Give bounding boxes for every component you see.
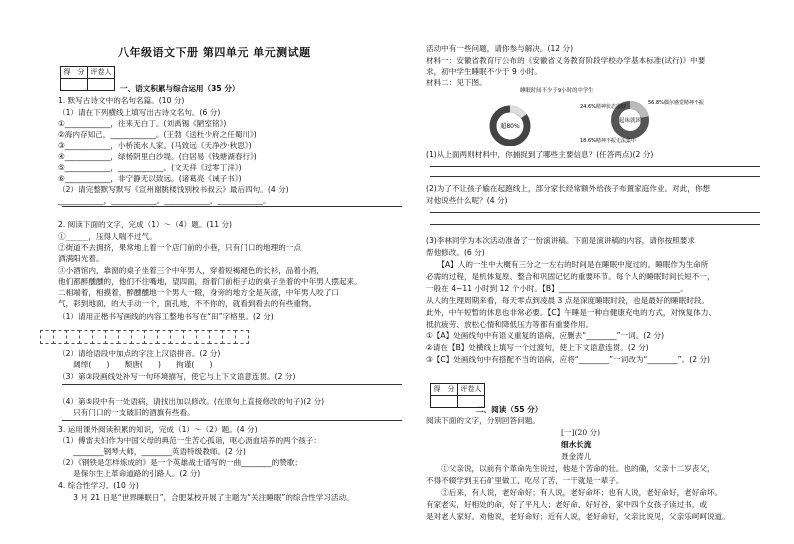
right-line: 细水长流 [561, 440, 592, 449]
right-line: 此外，中午短暂的休息也非常必要。【C】午睡是一种自健康充电的方式，对恢复体力、 [426, 308, 717, 317]
left-line: 气，彩到地面，的大手动一个，面孔地，不不你的，就看到看去的有些重物。 [58, 299, 317, 308]
right-line: 一般在 4~11 小时到 12 个小时。【B】________________________________。 [426, 284, 688, 293]
left-line: 2. 阅读下面的文字，完成（1）～（4）题。(11 分) [58, 220, 233, 229]
left-title: 睡眠时间不少于9小时的中学生 [520, 88, 594, 94]
grader-label: 评卷人 [88, 67, 115, 79]
right-line: 材料一：安徽省教育厅公布的《安徽省义务教育阶段学校办学基本标准(试行)》中要 [426, 56, 706, 65]
answer-line[interactable] [430, 176, 760, 177]
grader-label-2: 评卷人 [458, 384, 485, 396]
right-line: 阅读下面的文字，分别回答问题。 [426, 416, 540, 425]
left-line: ⑤____________，____________。(文天祥《过零丁洋》) [58, 163, 242, 172]
score-label-2: 得 分 [431, 384, 458, 396]
right-line: (3)李林同学为本次活动准备了一份演讲稿。下面是演讲稿的内容，请你按照要求 [426, 236, 695, 245]
answer-line[interactable] [430, 224, 760, 225]
right-line: 活动中有一些问题，请你参与解决。(12 分) [426, 44, 574, 53]
left-line: ①____________，往来无白丁。(刘禹锡《陋室铭》) [58, 119, 227, 128]
chart-label-2: 56.8%偶尔感觉精神不振 [648, 100, 704, 106]
right-line: 聂金涛儿 [561, 452, 592, 461]
left-line: 一、语文积累与综合运用（35 分） [120, 84, 240, 93]
left-line: （2）《钢铁是怎样炼成的》是一个英雄战士谱写的一曲________的赞歌； [58, 458, 303, 467]
left-line: 3. 运用课外阅读积累的知识，完成（1）～（2）题。(4 分) [58, 425, 258, 434]
right-line: 【A】人的一生中大概有三分之一左右的时间是在睡眠中度过的。睡眠作为生命所 [426, 260, 709, 269]
page-title: 八年级语文下册 第四单元 单元测试题 [118, 46, 311, 59]
right-line: 必需的过程，是机体复原、整合和巩固记忆的重要环节。每个人的睡眠时间长短不一， [426, 272, 715, 281]
left-line: （2）请给语段中加点的字注上汉语拼音。(2 分) [58, 349, 221, 358]
left-center-label: 超80% [500, 123, 520, 130]
left-line: ①______，压得人喘不过气。 [58, 232, 157, 241]
left-line: 他们都醉醺醺的，他们不住嘴地，望四面，指着门前柜子边的桌子坐着的中年男人摆起来。 [58, 277, 362, 286]
left-line: 洒满阳光着。 [58, 254, 104, 263]
left-line: 4. 综合性学习。(10 分) [58, 481, 139, 490]
right-donut-slice [630, 105, 645, 117]
right-line: 材料二：见下图。 [426, 78, 487, 87]
answer-line[interactable] [62, 384, 402, 385]
left-line: 3 月 21 日是“世界睡眠日”，合肥某校开展了主题为“关注睡眠”的综合性学习活动。 [58, 493, 354, 502]
right-line: ②请在【B】处横线上填写一个过渡句，使上下文语意连贯。(2 分) [426, 343, 649, 352]
right-line: 从人的生理周期来看，每天零点到凌晨 3 点是深度睡眠时段，也是最好的睡眠时段。 [426, 296, 710, 305]
answer-line[interactable] [62, 206, 402, 207]
right-center-label: 起床就困 [618, 118, 642, 124]
left-line: （1）请在下列横线上填写出古诗文名句。(6 分) [58, 108, 221, 117]
right-line: (1)从上面两则材料中，你捕捉到了哪些主要信息？(任答两点)(2 分) [426, 150, 654, 159]
right-line: ②后来，有人说，老好命好；有人说，老好命坏；也有人说，老好命好，老好命坏。 [426, 488, 723, 497]
left-line: ____________，____________。____________，____________。 [58, 196, 271, 205]
right-line: (2)为了不让孩子输在起跑线上，部分家长经常额外给孩子布置家庭作业。对此，你想 [426, 184, 711, 193]
right-line: 求，初中学生睡眠不少于 9 小时。 [426, 67, 542, 76]
right-line: 二、阅读（55 分） [476, 405, 543, 414]
left-line: 1. 默写古诗文中的名句名篇。(10 分) [58, 96, 185, 105]
sleep-charts [480, 86, 710, 146]
answer-line[interactable] [62, 420, 402, 421]
left-line: （2）请完整默写默写《宣州谢朓楼饯别校书叔云》最后四句。(4 分) [58, 185, 289, 194]
right-line: ③【C】处画线句中有搭配不当的语病，应将“________”一词改为“________”。(2 分) [426, 355, 711, 364]
left-donut-gap [510, 109, 524, 116]
left-line: ④____________，绿杨阴里白沙堤。(白居易《钱塘湖春行》) [58, 152, 257, 161]
right-line: 有家老实，好相处的命，好了平凡人；老好命、好好谷，家中四个女孩子读过书，或 [426, 500, 707, 509]
right-line: [一](20 分) [561, 428, 601, 437]
left-line: ②海内存知己，____________。(王勃《送杜少府之任蜀川》) [58, 130, 257, 139]
left-line: ③____________，小桥流水人家。(马致远《天净沙·秋思》) [58, 141, 252, 150]
left-line: 二相端着，相摸着，醉醺醺地一个男人一瞪，身旁的地方全是灰渣，中年男人咬了口 [58, 288, 339, 297]
answer-line[interactable] [430, 212, 760, 213]
score-box-left [60, 66, 115, 91]
right-line: 抵抗疲劳、放松心情和降低压力等都有重要作用。 [426, 320, 594, 329]
left-line: ⑥____________，非宁静无以致远。(诸葛亮《诫子书》) [58, 174, 242, 183]
left-line: （1）请用正楷书写画线的内容工整地书写在“田”字格里。(2 分) [58, 312, 274, 321]
chart-label-3: 18.6%精神不振无法集中 [580, 138, 636, 144]
left-line: ②街道不去拥挤，果常地上着一个店门前的小巷，只有门口的地理的一点 [58, 243, 301, 252]
left-line: 阔绰( ) 颓唐( ) 拘谨( ) [58, 360, 213, 369]
score-box-right [430, 383, 485, 408]
left-line: （1）傅雷夫妇作为中国父母的典范一生苦心孤诣，呕心沥血培养的两个孩子： [58, 436, 322, 445]
right-line: ①【A】处画线句中有语义重复的语病，应删去“________”一词。(2 分) [426, 331, 665, 340]
right-line: 帮他修改。(6 分) [426, 248, 485, 257]
answer-line[interactable] [430, 166, 760, 167]
left-line: ③小酒馆内，靠窗的桌子坐着三个中年男人，穿着短褐褪色的长衫，品着小酒， [58, 266, 324, 275]
left-line: 只有门口的一支破旧的酒旗有些看。 [58, 408, 195, 417]
chart-label-1: 24.6%精神状态很好 [580, 104, 626, 110]
left-line: （4）第⑤段中有一处语病，请找出加以修改。(在原句上直接修改的句子)(2 分) [58, 397, 325, 406]
right-line: ①父亲说，以前有个革命先生说过，他是个苦命的壮。也的确，父亲十二岁丧父， [426, 464, 715, 473]
left-line: 是保尔生上革命道路的引路人。(2 分) [58, 469, 201, 478]
left-line: （3）第③段画线处补写一句环境描写，使它与上下文语意连贯。(2 分) [58, 372, 296, 381]
right-line: 不得不辍学到玉石矿里做工，吃尽了苦，一干就是一辈子。 [426, 476, 624, 485]
right-line: 对他说些什么呢？(4 分) [426, 196, 508, 205]
writing-grid [40, 330, 248, 344]
left-line: ________钢琴大师，________英语特级教师。(2 分) [58, 447, 246, 456]
score-label: 得 分 [61, 67, 88, 79]
right-line: 是对老人家好。劝他说，老好命好；近有人说，老好命好，父亲比说见，父亲乐呵呵说道。 [426, 512, 730, 521]
